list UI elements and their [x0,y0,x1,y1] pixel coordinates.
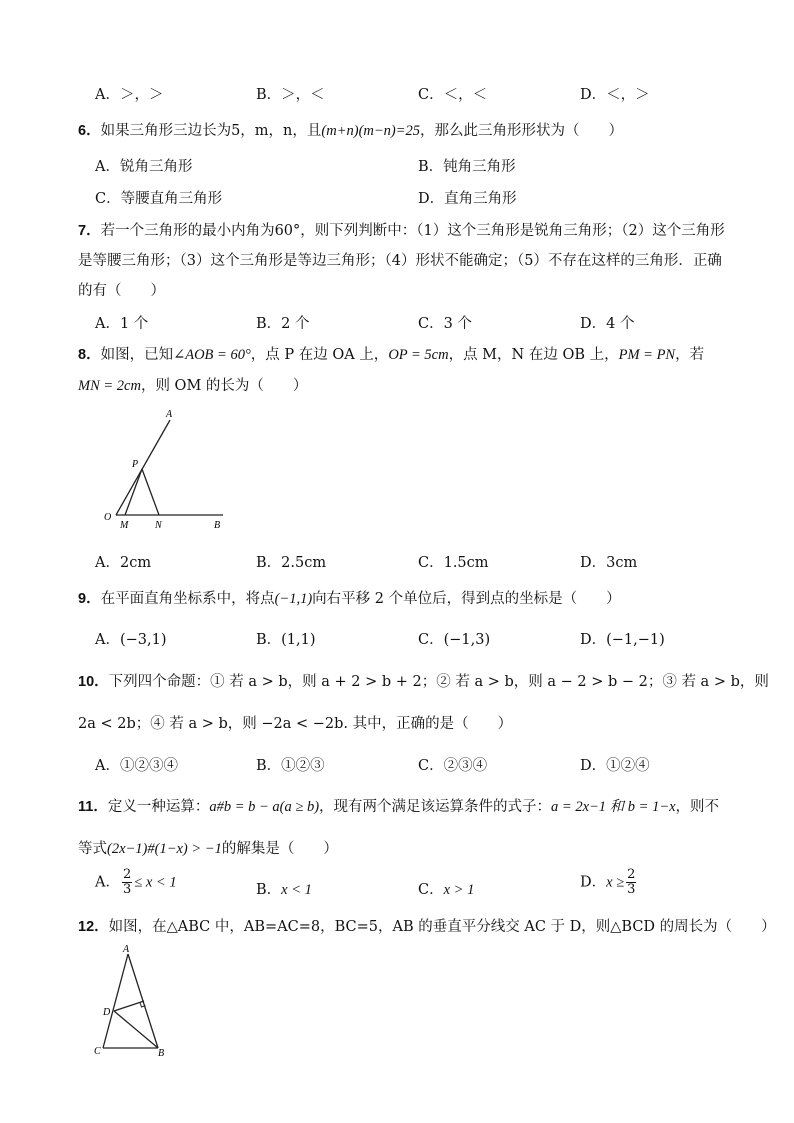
q10-option-a: A．①②③④ [95,758,178,774]
q11-option-d: D．x ≥ $\frac{2}{3}$ [580,867,636,897]
label-p: P [132,459,139,470]
q12-number: 12． [78,919,109,935]
label-c: C [94,1046,101,1057]
q6-stem: 6．如果三角形三边长为5，m，n，且(m+n)(m−n)=25，那么此三角形形状为（ ） [78,123,624,139]
q9-option-d: D．(−1,−1) [580,632,665,648]
q8-option-b: B．2.5cm [256,555,327,571]
q9-option-b: B．(1,1) [256,632,316,648]
q6-option-b: B．钝角三角形 [418,159,516,175]
segment-db [114,1011,158,1048]
q6-option-a: A．锐角三角形 [95,159,193,175]
q11-number: 11． [78,799,108,815]
label-b: B [214,520,221,531]
q6-option-c: C．等腰直角三角形 [95,191,223,207]
q8-stem-line1: 8．如图，已知∠AOB = 60°，点 P 在边 OA 上，OP = 5cm，点 M，N 在边 OB 上，PM = PN，若 [78,347,705,363]
q5-option-a: A．＞，＞ [95,87,164,103]
q10-stem-line2: 2a < 2b；④ 若 a > b，则 −2a < −2b. 其中，正确的是（ ） [78,716,513,732]
q10-option-b: B．①②③ [256,758,325,774]
q7-option-d: D．4 个 [580,316,635,332]
q12-figure [90,942,180,1060]
q9-option-a: A．(−3,1) [95,632,167,648]
q11-stem-line1: 11．定义一种运算：a#b = b − a(a ≥ b)，现有两个满足该运算条件的式子：a = 2x−1 和 b = 1−x，则不 [78,799,720,815]
label-b: B [158,1048,165,1059]
label-d: D [103,1007,111,1018]
label-m: M [120,520,129,531]
q12-stem: 12．如图，在△ABC 中，AB=AC=8，BC=5，AB 的垂直平分线交 AC 于 D，则△BCD 的周长为（ ） [78,919,776,935]
label-a: A [166,409,173,420]
q6-option-d: D．直角三角形 [418,191,517,207]
q9-stem: 9．在平面直角坐标系中，将点(−1,1)向右平移 2 个单位后，得到点的坐标是（ ） [78,591,621,607]
q6-number: 6． [78,123,101,139]
q10-stem-line1: 10．下列四个命题：① 若 a > b，则 a + 2 > b + 2；② 若 a > b，则 a − 2 > b − 2；③ 若 a > b，则 [78,674,769,690]
q7-option-a: A．1 个 [95,316,149,332]
side-ac [103,954,128,1048]
q6-formula: (m+n)(m−n)=25 [321,123,421,139]
q7-stem-line2: 是等腰三角形；（3）这个三角形是等边三角形；（4）形状不能确定；（5）不存在这样的三角形．正确 [78,253,722,269]
label-a: A [123,944,130,955]
q9-option-c: C．(−1,3) [418,632,491,648]
q5-option-d: D．＜，＞ [580,87,650,103]
q11-option-c: C．x > 1 [418,882,475,898]
q10-option-c: C．②③④ [418,758,488,774]
label-o: O [104,512,112,523]
q7-stem-line3: 的有（ ） [78,283,165,299]
q7-option-c: C．3 个 [418,316,472,332]
q7-option-b: B．2 个 [256,316,310,332]
q5-option-b: B．＞，＜ [256,87,325,103]
ray-oa [116,420,170,515]
q7-number: 7． [78,223,101,239]
q11-stem-line2: 等式(2x−1)#(1−x) > −1的解集是（ ） [78,841,338,857]
q8-option-d: D．3cm [580,555,638,571]
q8-number: 8． [78,347,101,363]
q5-option-c: C．＜，＜ [418,87,488,103]
segment-pm [125,469,142,515]
q8-option-c: C．1.5cm [418,555,489,571]
q11-option-b: B．x < 1 [256,882,312,898]
q8-stem-line2: MN = 2cm，则 OM 的长为（ ） [78,378,308,394]
segment-pn [142,469,159,515]
q10-option-d: D．①②④ [580,758,650,774]
perpendicular-bisector [114,1001,144,1011]
label-n: N [155,520,162,531]
q11-option-a: A． $\frac{2}{3}$ ≤ x < 1 [95,867,177,897]
q9-number: 9． [78,591,101,607]
q8-option-a: A．2cm [95,555,152,571]
q10-number: 10． [78,674,109,690]
q7-stem-line1: 7．若一个三角形的最小内角为60°，则下列判断中：（1）这个三角形是锐角三角形；（2）这个三角形 [78,223,725,239]
q8-figure [100,405,235,535]
